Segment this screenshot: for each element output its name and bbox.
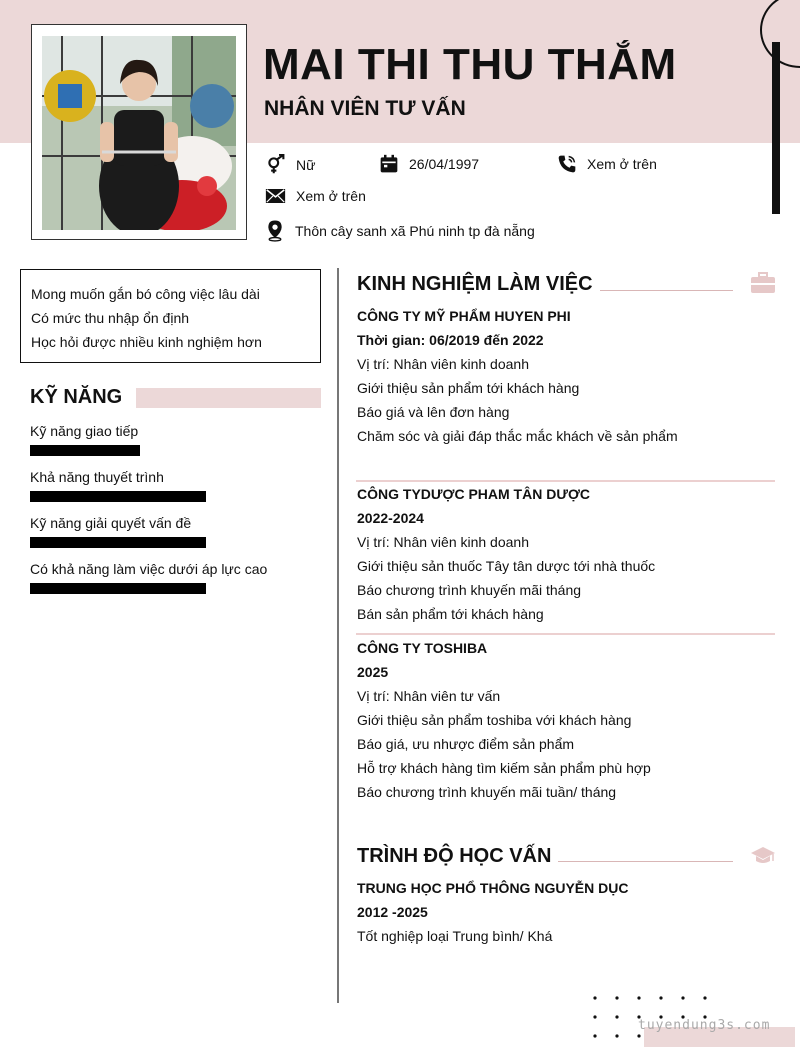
job-period: Thời gian: 06/2019 đến 2022 xyxy=(357,332,544,348)
job-title: NHÂN VIÊN TƯ VẤN xyxy=(264,97,466,120)
experience-heading: KINH NGHIỆM LÀM VIỆC xyxy=(357,273,593,295)
skill-name: Kỹ năng giải quyết vấn đề xyxy=(30,515,192,531)
job-detail: Bán sản phẩm tới khách hàng xyxy=(357,606,544,622)
job-company: CÔNG TYDƯỢC PHAM TÂN DƯỢC xyxy=(357,486,590,502)
graduation-cap-icon xyxy=(750,846,776,866)
job-detail: Báo giá và lên đơn hàng xyxy=(357,404,510,420)
job-detail: Vị trí: Nhân viên tư vấn xyxy=(357,688,501,704)
job-detail: Chăm sóc và giải đáp thắc mắc khách về sản phẩm xyxy=(357,428,678,444)
education-period: 2012 -2025 xyxy=(357,904,428,920)
skill-level-bar xyxy=(30,491,206,502)
calendar-icon xyxy=(379,154,399,174)
column-divider xyxy=(337,268,339,1003)
job-company: CÔNG TY MỸ PHẨM HUYEN PHI xyxy=(357,308,571,324)
skills-heading-rule xyxy=(136,388,321,408)
candidate-name: MAI THI THU THẮM xyxy=(263,40,677,89)
info-address xyxy=(265,219,535,242)
job-detail: Giới thiệu sản phẩm toshiba với khách hàng xyxy=(357,712,632,728)
objective-line: Có mức thu nhập ổn định xyxy=(31,310,190,326)
profile-photo xyxy=(42,36,236,230)
job-detail: Hỗ trợ khách hàng tìm kiếm sản phẩm phù hợp xyxy=(357,760,651,776)
decorative-bar xyxy=(772,42,780,214)
job-detail: Vị trí: Nhân viên kinh doanh xyxy=(357,356,529,372)
job-period: 2022-2024 xyxy=(357,510,424,526)
skill-name: Kỹ năng giao tiếp xyxy=(30,423,139,439)
education-heading-rule xyxy=(558,861,733,862)
skill-level-bar xyxy=(30,445,140,456)
watermark: tuyendung3s.com xyxy=(638,1018,771,1033)
objective-line: Mong muốn gắn bó công việc lâu dài xyxy=(31,286,260,302)
job-detail: Giới thiệu sản thuốc Tây tân dược tới nhà thuốc xyxy=(357,558,656,574)
job-detail: Báo chương trình khuyến mãi tuần/ tháng xyxy=(357,784,617,800)
objective-box xyxy=(20,269,321,363)
info-gender xyxy=(265,154,315,175)
job-detail: Báo giá, ưu nhược điểm sản phẩm xyxy=(357,736,575,752)
job-company: CÔNG TY TOSHIBA xyxy=(357,640,488,656)
gender-value: Nữ xyxy=(296,156,316,173)
phone-icon xyxy=(557,154,577,174)
skill-level-bar xyxy=(30,537,206,548)
skill-name: Có khả năng làm việc dưới áp lực cao xyxy=(30,561,268,577)
briefcase-icon xyxy=(750,272,776,294)
education-school: TRUNG HỌC PHỔ THÔNG NGUYỄN DỤC xyxy=(357,880,629,896)
birthday-value: 26/04/1997 xyxy=(409,156,480,172)
job-detail: Giới thiệu sản phẩm tới khách hàng xyxy=(357,380,580,396)
job-separator xyxy=(356,480,775,482)
email-value: Xem ở trên xyxy=(296,188,366,204)
envelope-icon xyxy=(265,187,286,205)
skill-name: Khả năng thuyết trình xyxy=(30,469,164,485)
phone-value: Xem ở trên xyxy=(587,156,657,172)
address-value: Thôn cây sanh xã Phú ninh tp đà nẵng xyxy=(295,222,535,239)
skill-level-bar xyxy=(30,583,206,594)
experience-heading-rule xyxy=(600,290,733,291)
education-heading: TRÌNH ĐỘ HỌC VẤN xyxy=(357,845,552,867)
job-detail: Vị trí: Nhân viên kinh doanh xyxy=(357,534,529,550)
job-detail: Báo chương trình khuyến mãi tháng xyxy=(357,582,582,598)
skills-heading: KỸ NĂNG xyxy=(30,386,123,408)
info-phone xyxy=(557,154,657,174)
job-separator xyxy=(356,633,775,635)
info-birthday xyxy=(379,154,479,174)
location-pin-icon xyxy=(265,219,285,242)
info-email xyxy=(265,187,366,205)
job-period: 2025 xyxy=(357,664,389,680)
objective-line: Học hỏi được nhiều kinh nghiệm hơn xyxy=(31,334,262,350)
education-note: Tốt nghiệp loại Trung bình/ Khá xyxy=(357,928,553,944)
gender-icon xyxy=(265,154,286,175)
